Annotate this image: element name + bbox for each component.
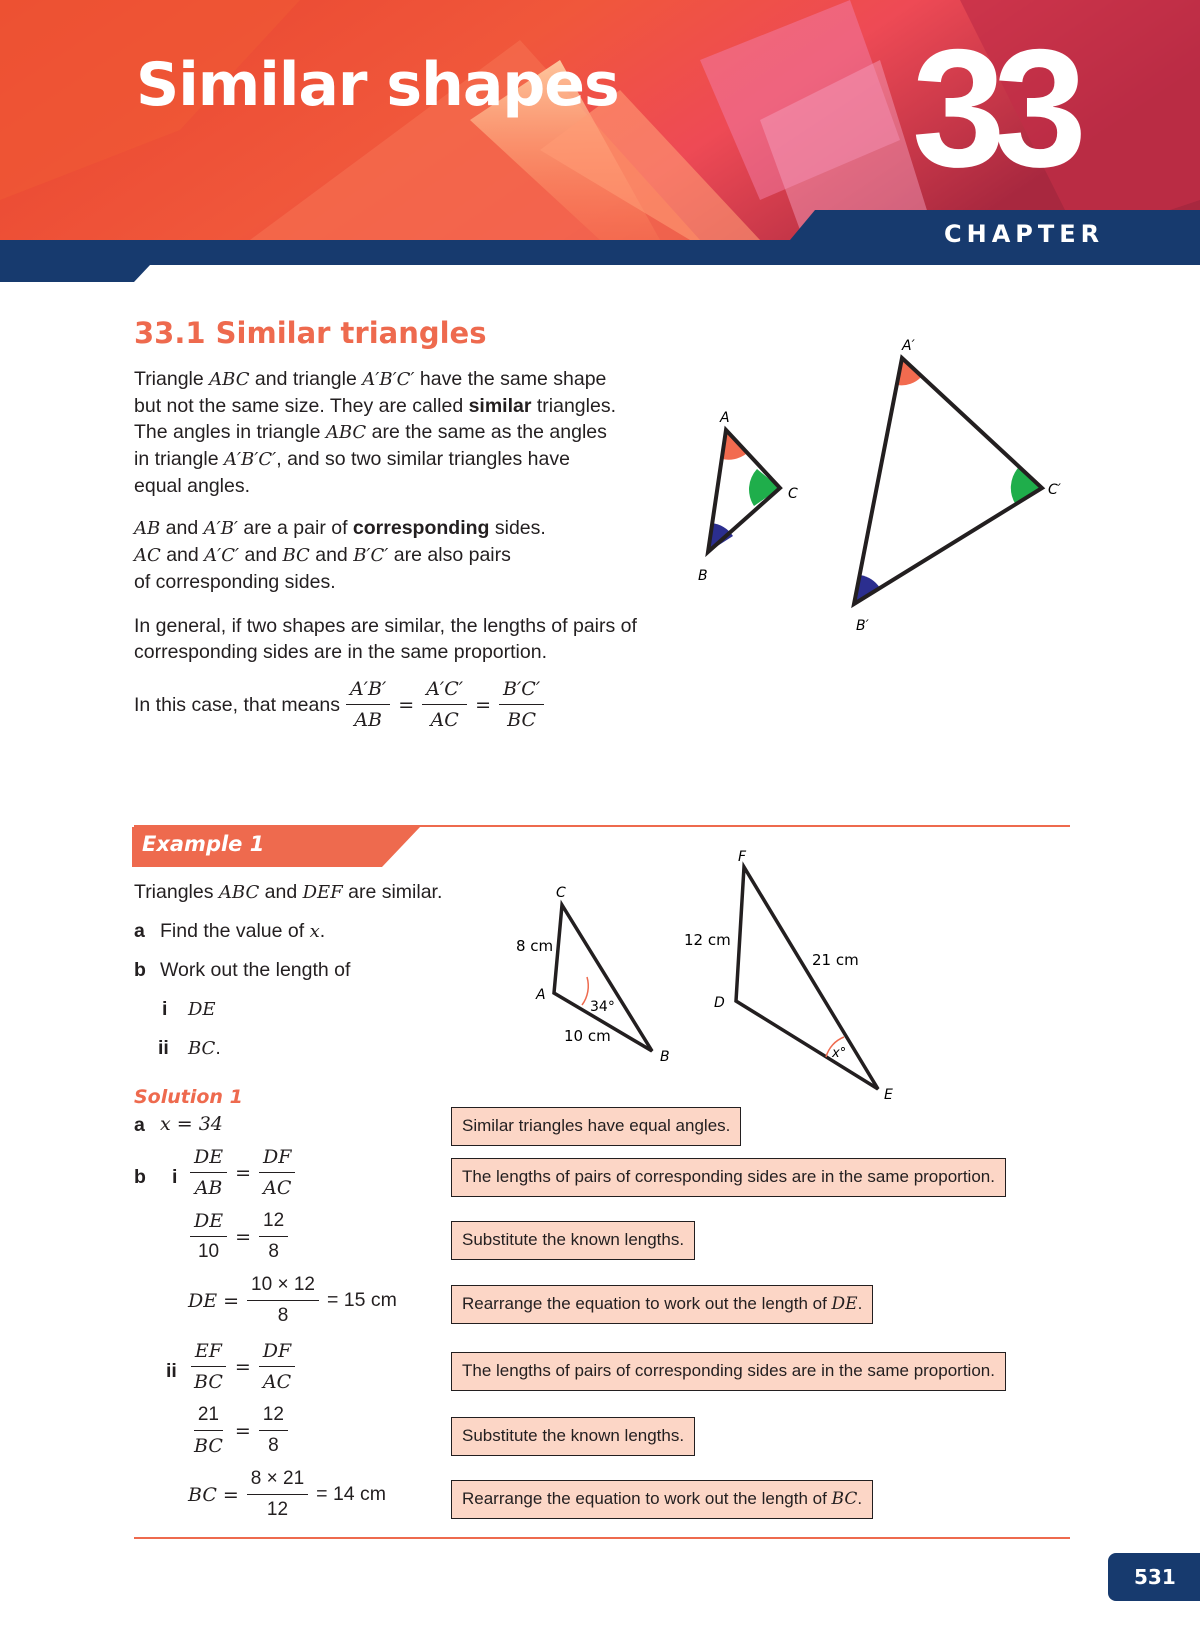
solution-step-1 <box>188 1146 297 1199</box>
equals-sign: = <box>234 1355 251 1378</box>
keyword-similar: similar <box>468 395 532 417</box>
note-proportion: The lengths of pairs of corresponding sides are in the same proportion. <box>451 1352 1006 1391</box>
text: are the same as the angles <box>366 421 607 443</box>
math-bc: BC <box>831 1489 858 1509</box>
question-label: ii <box>158 1037 169 1059</box>
fraction <box>190 1210 227 1263</box>
angle-label-e: x° <box>832 1046 847 1061</box>
numerator: DE <box>190 1210 227 1237</box>
denominator: 8 <box>268 1435 279 1456</box>
denominator: 12 <box>266 1499 289 1520</box>
example-label: Example 1 <box>142 832 265 856</box>
page-number: 531 <box>1134 1565 1176 1589</box>
text: and <box>309 544 354 566</box>
denominator: AB <box>194 1177 223 1199</box>
text: but not the same size. They are called <box>134 395 469 417</box>
denominator: AC <box>263 1177 292 1199</box>
solution-part-label: ii <box>166 1360 177 1382</box>
math-x: x <box>309 921 320 942</box>
chapter-label: CHAPTER <box>944 220 1105 248</box>
denominator: BC <box>194 1371 223 1393</box>
solution-step-5 <box>188 1404 290 1457</box>
fraction <box>190 1146 227 1199</box>
text: and <box>160 544 205 566</box>
text: have the same shape <box>414 368 607 390</box>
solution-part-label: b <box>134 1166 146 1188</box>
result-de: = 15 cm <box>326 1289 397 1311</box>
vertex-label-a: A <box>536 987 546 1003</box>
numerator: 8 × 21 <box>247 1468 308 1495</box>
question-b <box>134 957 350 983</box>
note-equal-angles: Similar triangles have equal angles. <box>451 1107 741 1146</box>
side-label-ac: 8 cm <box>516 937 554 955</box>
example-triangles-figure <box>500 845 920 1105</box>
text: corresponding sides are in the same proportion. <box>134 641 547 663</box>
question-label: a <box>134 920 145 942</box>
vertex-label-c: C <box>556 885 566 901</box>
numerator: 10 × 12 <box>247 1274 319 1301</box>
angle-a-arc <box>582 977 588 1005</box>
side-label-ef: 21 cm <box>812 951 859 969</box>
fraction <box>346 678 390 731</box>
chapter-number: 33 <box>912 14 1075 202</box>
solution-a-answer: x = 34 <box>160 1113 223 1135</box>
text: and triangle <box>249 368 363 390</box>
text: . <box>857 1294 863 1313</box>
math-abc: ABC <box>209 369 250 390</box>
text: Find the value of <box>160 920 310 942</box>
math-abc: ABC <box>218 882 260 903</box>
solution-part-label: a <box>134 1114 145 1136</box>
numerator: DF <box>259 1340 295 1367</box>
text: Triangles <box>134 881 219 903</box>
vertex-label-c-prime: C′ <box>1048 482 1061 498</box>
result-bc: = 14 cm <box>316 1483 387 1505</box>
section-heading: 33.1 Similar triangles <box>134 316 487 350</box>
solution-step-4 <box>188 1340 297 1393</box>
vertex-label-e: E <box>884 1087 893 1103</box>
math-abc-prime: A′B′C′ <box>362 369 415 390</box>
solution-part-label: i <box>172 1166 178 1188</box>
text: Work out the length of <box>160 959 351 981</box>
fraction <box>422 678 467 731</box>
fraction <box>190 1404 227 1457</box>
similar-triangles-figure <box>680 330 1080 660</box>
text: and <box>239 544 283 566</box>
solution-step-2 <box>188 1210 290 1263</box>
text: triangles. <box>531 395 616 417</box>
chapter-title: Similar shapes <box>136 50 619 120</box>
text: , and so two similar triangles have <box>276 448 570 470</box>
example-intro <box>134 879 442 906</box>
question-label: i <box>162 998 168 1020</box>
math-ab: AB <box>134 518 161 539</box>
side-label-df: 12 cm <box>684 931 731 949</box>
vertex-label-f: F <box>738 849 747 865</box>
text: Rearrange the equation to work out the length of <box>462 1294 832 1313</box>
text: The angles in triangle <box>134 421 326 443</box>
fraction <box>247 1468 308 1521</box>
math-bc-prime: B′C′ <box>353 545 389 566</box>
equals-sign: = <box>235 1225 252 1248</box>
denominator: AB <box>354 709 382 731</box>
text: Triangle <box>134 368 210 390</box>
fraction <box>259 1210 288 1263</box>
denominator: 10 <box>197 1241 220 1262</box>
paragraph-proportion <box>134 613 637 665</box>
numerator: A′C′ <box>422 678 467 705</box>
math-abc-prime: A′B′C′ <box>223 449 277 470</box>
fraction <box>190 1340 227 1393</box>
angle-label-a: 34° <box>590 999 615 1015</box>
side-label-ab: 10 cm <box>564 1027 611 1045</box>
numerator: 12 <box>259 1404 288 1431</box>
equals-sign: = <box>475 693 491 716</box>
fraction <box>499 678 544 731</box>
numerator: 21 <box>194 1404 223 1431</box>
vertex-label-d: D <box>714 995 725 1011</box>
vertex-label-a: A <box>720 410 730 426</box>
question-b-i <box>162 996 216 1023</box>
equals-sign: = <box>222 1483 239 1506</box>
keyword-corresponding: corresponding <box>352 517 490 539</box>
math-ac-prime: A′C′ <box>204 545 240 566</box>
denominator: BC <box>507 709 536 731</box>
numerator: DF <box>259 1146 295 1173</box>
fraction <box>259 1404 288 1457</box>
numerator: EF <box>191 1340 226 1367</box>
numerator: A′B′ <box>346 678 390 705</box>
numerator: 12 <box>259 1210 288 1237</box>
text: In this case, that means <box>134 693 340 716</box>
bottom-rule <box>134 1537 1070 1539</box>
vertex-label-a-prime: A′ <box>902 338 915 354</box>
denominator: 8 <box>268 1241 279 1262</box>
denominator: AC <box>430 709 459 731</box>
math-ac: AC <box>134 545 161 566</box>
math-abc: ABC <box>325 422 367 443</box>
denominator: AC <box>262 1371 292 1393</box>
paragraph-similar-definition <box>134 366 616 499</box>
text: In general, if two shapes are similar, the lengths of pairs of <box>134 615 637 637</box>
fraction <box>259 1146 295 1199</box>
note-substitute: Substitute the known lengths. <box>451 1417 695 1456</box>
lhs: BC <box>188 1483 217 1506</box>
math-def: DEF <box>302 882 343 903</box>
equals-sign: = <box>235 1161 252 1184</box>
text: . <box>215 1037 221 1059</box>
text: sides. <box>489 517 546 539</box>
math-ab-prime: A′B′ <box>203 518 239 539</box>
text: are also pairs <box>388 544 511 566</box>
solution-label: Solution 1 <box>134 1086 243 1108</box>
vertex-label-b: B <box>660 1049 670 1065</box>
math-bc: BC <box>282 545 310 566</box>
fraction <box>259 1340 295 1393</box>
text: . <box>857 1489 863 1508</box>
triangle-def <box>736 867 878 1089</box>
text: and <box>259 881 303 903</box>
question-label: b <box>134 959 146 981</box>
chapter-banner <box>0 0 1200 285</box>
denominator: BC <box>194 1435 223 1457</box>
note-proportion: The lengths of pairs of corresponding sides are in the same proportion. <box>451 1158 1006 1197</box>
vertex-label-b-prime: B′ <box>856 618 869 634</box>
vertex-label-b: B <box>698 568 708 584</box>
math-de: DE <box>188 999 216 1020</box>
numerator: DE <box>190 1146 227 1173</box>
lhs: DE <box>188 1289 218 1312</box>
vertex-label-c: C <box>788 486 798 502</box>
numerator: B′C′ <box>499 678 544 705</box>
text: are similar. <box>342 881 443 903</box>
text: of corresponding sides. <box>134 571 336 593</box>
text: in triangle <box>134 448 224 470</box>
proportion-equation <box>134 678 546 731</box>
paragraph-corresponding-sides <box>134 515 546 595</box>
note-rearrange-de <box>451 1285 873 1324</box>
solution-step-3 <box>188 1274 397 1327</box>
note-rearrange-bc <box>451 1480 873 1519</box>
solution-step-6 <box>188 1468 386 1521</box>
question-a <box>134 918 325 945</box>
note-substitute: Substitute the known lengths. <box>451 1221 695 1260</box>
math-bc: BC <box>188 1038 216 1059</box>
equals-sign: = <box>223 1289 240 1312</box>
math-de: DE <box>831 1294 858 1314</box>
text: . <box>319 920 326 942</box>
text: and <box>160 517 204 539</box>
text: equal angles. <box>134 475 251 497</box>
question-b-ii <box>158 1035 221 1062</box>
equals-sign: = <box>398 693 415 716</box>
text: are a pair of <box>238 517 353 539</box>
text: Rearrange the equation to work out the length of <box>462 1489 832 1508</box>
denominator: 8 <box>277 1305 289 1326</box>
equals-sign: = <box>234 1419 251 1442</box>
fraction <box>247 1274 319 1327</box>
